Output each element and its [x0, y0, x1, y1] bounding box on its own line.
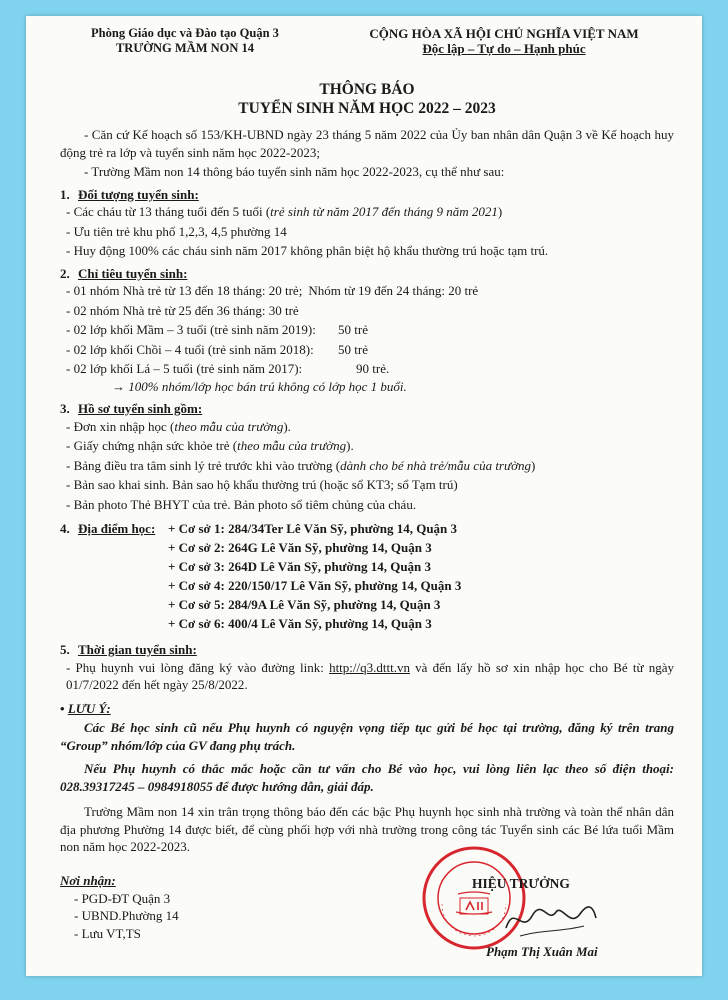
address-row [60, 576, 674, 595]
section-title: Thời gian tuyển sinh: [78, 642, 197, 657]
section-number: 3. [60, 401, 70, 416]
intro-paragraph: - Căn cứ Kế hoạch số 153/KH-UBND ngày 23 tháng 5 năm 2022 của Ủy ban nhân dân Quận 3 về Kế hoạch huy động trẻ ra lớp và tuyển sinh năm học 2022-2023; [60, 127, 674, 160]
list-item [60, 282, 674, 300]
address-item: + Cơ sở 4: 220/150/17 Lê Văn Sỹ, phường 14, Quận 3 [168, 578, 462, 593]
list-item: - Bản sao khai sinh. Bản sao hộ khẩu thường trú (hoặc sổ KT3; sổ Tạm trú) [66, 477, 458, 492]
item-italic: trẻ sinh từ năm 2017 đến tháng 9 năm 2021 [270, 204, 498, 219]
note-paragraph: Các Bé học sinh cũ nếu Phụ huynh có nguyện vọng tiếp tục gửi bé học tại trường, đăng ký trên trang “Group” nhóm/lớp của GV đang phụ trách. [60, 720, 674, 753]
item-text: ). [346, 438, 354, 453]
signer-name: Phạm Thị Xuân Mai [486, 944, 598, 959]
document-header [60, 26, 674, 70]
address-item: + Cơ sở 6: 400/4 Lê Văn Sỹ, phường 14, Quận 3 [168, 616, 432, 631]
section-title: Đối tượng tuyển sinh: [78, 186, 199, 202]
item-text: Nhóm từ 19 đến 24 tháng: 20 trẻ [308, 283, 479, 298]
intro [60, 126, 674, 181]
section-number: 1. [60, 186, 70, 202]
item-text: ) [497, 204, 503, 219]
note-paragraph: Nếu Phụ huynh có thắc mắc hoặc cần tư vấn cho Bé vào học, vui lòng liên lạc theo số điện thoại: 028.39317245 – 0984918055 để được hướng dẫn, giải đáp. [60, 761, 674, 794]
address-row [60, 519, 674, 538]
section-heading-4 [60, 519, 168, 538]
item-value: 90 trẻ. [356, 361, 390, 376]
list-item [60, 341, 674, 359]
section-title: Chỉ tiêu tuyển sinh: [78, 265, 188, 281]
address-row [60, 538, 674, 557]
issuing-agency [60, 26, 310, 56]
list-item: - Ưu tiên trẻ khu phố 1,2,3, 4,5 phường 14 [66, 223, 287, 239]
section-number: 2. [60, 265, 70, 281]
registration-text [60, 659, 674, 694]
section-heading-3 [60, 400, 674, 418]
closing-paragraph: Trường Mầm non 14 xin trân trọng thông báo đến các bậc Phụ huynh học sinh nhà trường và toàn thể nhân dân địa phương Phường 14 được biết, để cùng phối hợp với nhà trường trong công tác Tuyển sinh các Bé lứa tuổi Mầm non năm học 2022-2023. [60, 804, 674, 854]
national-motto [334, 26, 674, 56]
recipient-item: - PGD-ĐT Quận 3 [74, 890, 171, 906]
country-name: CỘNG HÒA XÃ HỘI CHỦ NGHĨA VIỆT NAM [369, 26, 639, 41]
address-item: + Cơ sở 2: 264G Lê Văn Sỹ, phường 14, Quận 3 [168, 540, 432, 555]
address-row [60, 557, 674, 576]
intro-paragraph: - Trường Mầm non 14 thông báo tuyển sinh năm học 2022-2023, cụ thể như sau: [84, 164, 505, 179]
item-text: - Các cháu từ 13 tháng tuổi đến 5 tuổi ( [66, 204, 271, 219]
list-item [60, 418, 674, 436]
registration-link[interactable]: http://q3.dttt.vn [329, 659, 410, 675]
item-text: - 02 lớp khối Chồi – 4 tuổi (trẻ sinh năm 2018): [66, 341, 314, 357]
item-text: - Phụ huynh vui lòng đăng ký vào đường link: [66, 659, 330, 675]
item-italic: theo mẫu của trường [174, 418, 284, 434]
item-text: - 02 lớp khối Mầm – 3 tuổi (trẻ sinh năm 2019): [66, 322, 316, 337]
item-text: - Giấy chứng nhận sức khỏe trẻ ( [66, 438, 238, 453]
item-value: 50 trẻ [338, 341, 368, 357]
list-item [60, 321, 674, 339]
item-text: ). [283, 418, 291, 434]
section-4 [60, 519, 674, 633]
section-title: Hồ sơ tuyển sinh gồm: [78, 401, 203, 416]
list-item [60, 457, 674, 475]
address-item: + Cơ sở 1: 284/34Ter Lê Văn Sỹ, phường 14, Quận 3 [168, 521, 458, 536]
recipients-title: Nơi nhận: [60, 873, 116, 888]
list-item [60, 437, 674, 455]
agency-name: Phòng Giáo dục và Đào tạo Quận 3 [91, 26, 279, 40]
item-value: 50 trẻ [338, 322, 368, 337]
item-text: - 01 nhóm Nhà trẻ từ 13 đến 18 tháng: 20 trẻ; [66, 283, 303, 298]
section-title: Địa điểm học: [78, 521, 156, 536]
recipient-item: - Lưu VT,TS [74, 925, 141, 941]
recipient-item: - UBND.Phường 14 [74, 908, 179, 923]
item-italic: dành cho bé nhà trẻ/mẫu của trường [340, 457, 532, 473]
item-text: ) [531, 457, 536, 473]
address-row [60, 595, 674, 614]
list-item: - Huy động 100% các cháu sinh năm 2017 không phân biệt hộ khẩu thường trú hoặc tạm trú. [66, 243, 549, 258]
item-text: - 02 lớp khối Lá – 5 tuổi (trẻ sinh năm 2017): [66, 361, 303, 376]
note-title: LƯU Ý: [67, 700, 111, 716]
section-heading-2 [60, 265, 674, 283]
title-line2: TUYỂN SINH NĂM HỌC 2022 – 2023 [238, 100, 496, 117]
quota-note: → 100% nhóm/lớp học bán trú không có lớp học 1 buổi. [112, 378, 407, 394]
motto-text: Độc lập – Tự do – Hạnh phúc [422, 41, 586, 56]
section-heading-5 [60, 641, 674, 659]
address-row [60, 614, 674, 633]
list-item [60, 360, 674, 378]
note-heading [60, 700, 674, 718]
item-text: - Bảng điều tra tâm sinh lý trẻ trước khi vào trường ( [66, 457, 341, 473]
document-page [26, 16, 702, 976]
item-italic: theo mẫu của trường [237, 438, 347, 453]
recipients-block [60, 872, 179, 942]
section-number: 5. [60, 642, 70, 657]
section-heading-1 [60, 186, 674, 204]
section-number: 4. [60, 521, 70, 536]
list-item [60, 203, 674, 221]
address-item: + Cơ sở 3: 264D Lê Văn Sỹ, phường 14, Quận 3 [168, 559, 432, 574]
bullet-icon: • [60, 700, 65, 716]
signer-title: HIỆU TRƯỞNG [472, 876, 570, 891]
handwritten-signature-icon [500, 894, 600, 944]
school-name: TRƯỜNG MẦM NON 14 [115, 41, 255, 55]
item-text: - Đơn xin nhập học ( [66, 418, 175, 434]
address-item: + Cơ sở 5: 284/9A Lê Văn Sỹ, phường 14, Quận 3 [168, 597, 441, 612]
list-item: - Bản photo Thẻ BHYT của trẻ. Bản photo sổ tiêm chủng của cháu. [66, 496, 417, 512]
title-line1: THÔNG BÁO [319, 81, 415, 98]
signature-block [420, 838, 660, 968]
item-text: và đến lấy hồ sơ xin nhập học cho Bé từ ngày 01/7/2022 đến hết ngày 25/8/2022. [66, 659, 674, 692]
document-title [60, 80, 674, 118]
list-item: - 02 nhóm Nhà trẻ từ 25 đến 36 tháng: 30 trẻ [66, 302, 299, 318]
